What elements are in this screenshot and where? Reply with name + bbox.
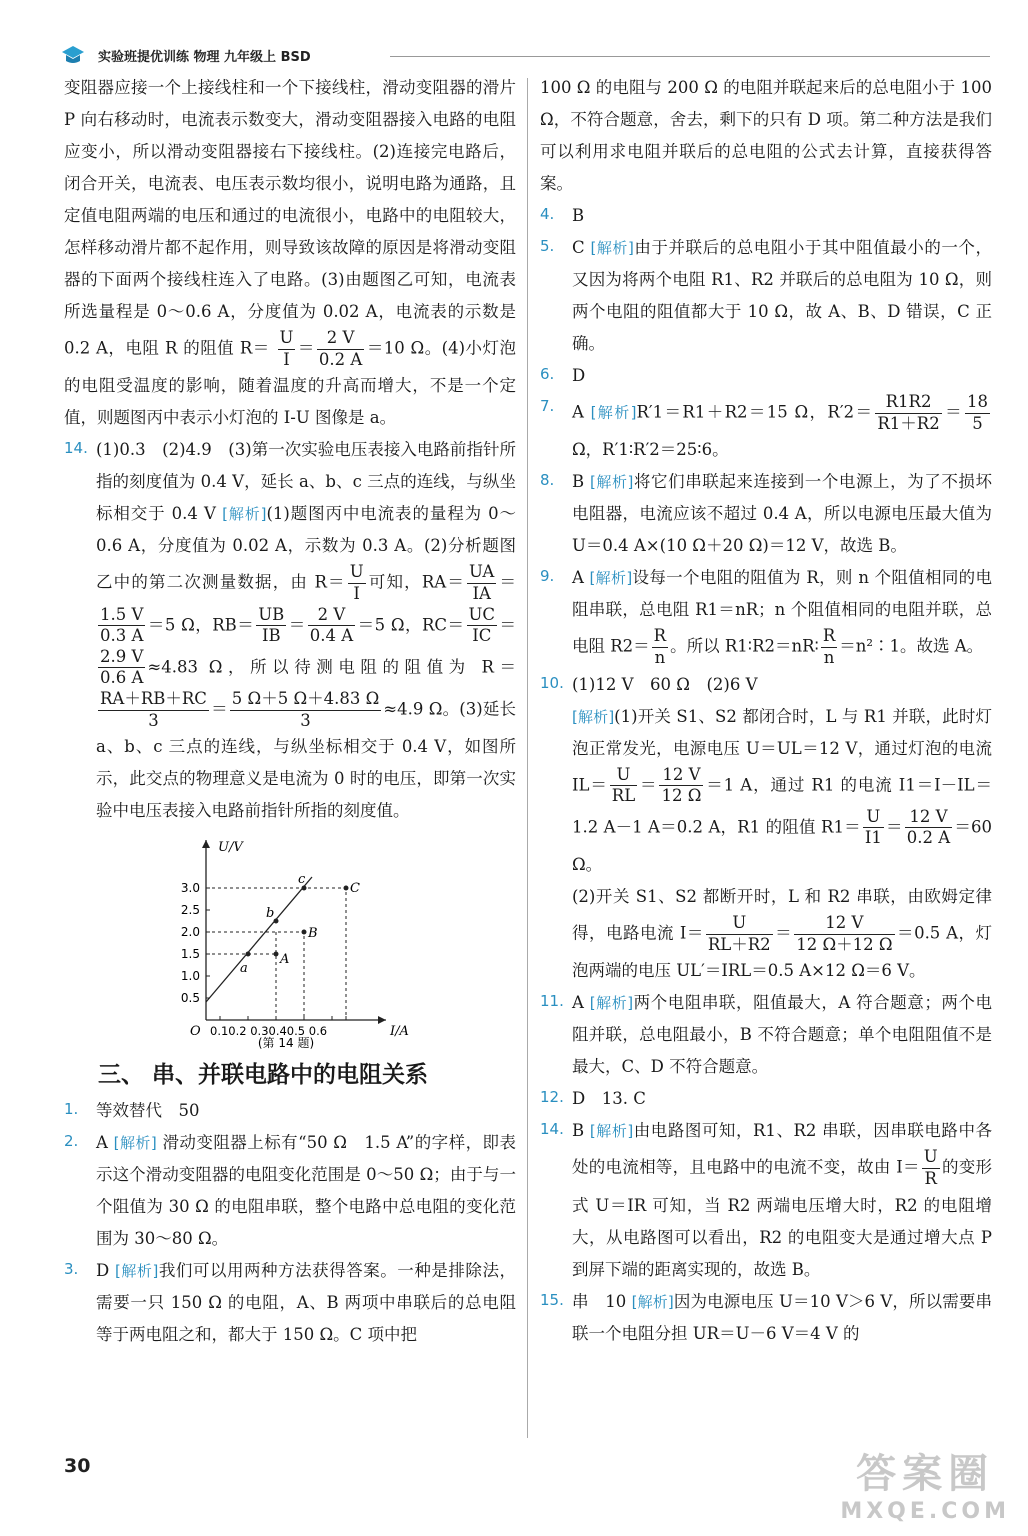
analysis-tag: [解析] xyxy=(222,505,267,524)
iu-line xyxy=(206,877,312,1002)
analysis-tag: [解析] xyxy=(590,239,634,257)
y-tick: 2.0 xyxy=(180,925,200,940)
question-6: 6. D xyxy=(540,365,586,385)
analysis-tag: [解析] xyxy=(572,707,615,726)
point-a xyxy=(246,952,251,957)
question-4: 4. B xyxy=(540,205,585,225)
analysis-tag: [解析] xyxy=(590,403,637,422)
label-b: b xyxy=(266,906,275,922)
right-column xyxy=(540,72,992,1350)
ui-graph-figure xyxy=(146,835,446,1050)
x-axis-label: I/A xyxy=(390,1024,409,1040)
analysis-tag: [解析] xyxy=(589,1122,634,1141)
y-axis-arrow xyxy=(202,840,210,848)
label-a: a xyxy=(240,961,248,977)
watermark-url: MXQE.COM xyxy=(840,1499,1010,1524)
analysis-tag: [解析] xyxy=(589,569,633,588)
question-12-13: 12. D 13. C xyxy=(540,1088,646,1109)
question-14: 14. (1)0.3 (2)4.9 (3)第一次实验电压表接入电路前指针所指的刻度值为 0.4 V，延长 a、b、c 三点的连线，与纵坐标相交于 0.4 V [解析](1)题图丙中电流表的量程为 0～0.6 A，分度值为 0.02 A，示数为 0.3 A。(2)分析题图乙中的第二次测量数据，由 R＝ $\frac{U}{I}$ 可知，RA＝ $\frac{UA}{IA}$ ＝ $\frac{1.5 V}{0.3 A}$ ＝5 Ω，RB＝ $\frac{UB}{IB}$ ＝ $\frac{2 V}{0.4 A}$ ＝5 Ω，RC＝ $\frac{UC}{IC}$ ＝ $\frac{2.9 V}{0.6 A}$ ≈4.83 Ω，所以待测电阻的阻值为 R＝ $\frac{RA+RB+RC}{3}$ ＝ $\frac{5 \Omega+5 \Omega+4.83 \Omega}{3}$ ≈4.9 Ω。(3)延长 a、b、c 三点的连线，与纵坐标相交于 0.4 V，如图所示，此交点的物理意义是电流为 0 时的电压，即第一次实验中电压表接入电路前指针所指的刻度值。 xyxy=(64,434,516,827)
book-logo-icon xyxy=(60,44,86,66)
question-2: 2. A [解析] 滑动变阻器上标有“50 Ω 1.5 A”的字样，即表示这个滑动变阻器的电阻变化范围是 0～50 Ω；由于与一个阻值为 30 Ω 的电阻串联，整个电路中总电阻的变化范围为 30～80 Ω。 xyxy=(64,1132,516,1249)
question-10: 10. (1)12 V 60 Ω (2)6 V [解析](1)开关 S1、S2 都闭合时，L 与 R1 并联，此时灯泡正常发光，电源电压 U＝UL＝12 V，通过灯泡的电流 IL＝ $\frac{U}{RL}$ ＝ $\frac{12 V}{12 \Omega}$ ＝1 A，通过 R1 的电流 I1＝I－IL＝1.2 A－1 A＝0.2 A，R1 的阻值 R1＝ $\frac{U}{I1}$ ＝ $\frac{12 V}{0.2 A}$ ＝60 Ω。 (2)开关 S1、S2 都断开时，L 和 R2 串联，由欧姆定律得，电路电流 I＝ $\frac{U}{RL+R2}$ ＝ $\frac{12 V}{12 \Omega+12 \Omega}$ ＝0.5 A，灯泡两端的电压 UL′＝IRL＝0.5 A×12 Ω＝6 V。 xyxy=(540,673,993,981)
page-header xyxy=(60,42,990,70)
label-B: B xyxy=(308,926,318,942)
analysis-tag: [解析] xyxy=(115,1262,159,1281)
header-title: 实验班提优训练 物理 九年级上 BSD xyxy=(98,50,311,65)
header-rule xyxy=(390,56,990,57)
label-C: C xyxy=(350,881,360,897)
point-A xyxy=(274,952,279,957)
column-divider xyxy=(527,78,528,1438)
question-15: 15. 串 10 [解析]因为电源电压 U＝10 V＞6 V，所以需要串联一个电阻分担 UR＝U－6 V＝4 V 的 xyxy=(540,1290,992,1343)
y-tick: 1.5 xyxy=(180,947,200,962)
analysis-tag: [解析] xyxy=(113,1134,157,1153)
question-3: 3. D [解析]我们可以用两种方法获得答案。一种是排除法，需要一只 150 Ω 的电阻，A、B 两项中串联后的总电阻等于两电阻之和，都大于 150 Ω。C 项中把 xyxy=(64,1260,516,1345)
page-number: 30 xyxy=(64,1455,91,1477)
section-title: 三、 串、并联电路中的电阻关系 xyxy=(98,1062,429,1089)
y-tick: 2.5 xyxy=(180,903,200,918)
x-axis-arrow xyxy=(378,1016,386,1024)
y-tick: 0.5 xyxy=(180,991,200,1006)
origin-label: O xyxy=(190,1024,201,1040)
question-1: 1. 等效替代 50 xyxy=(64,1100,200,1121)
point-C xyxy=(344,886,349,891)
q3-continued: 100 Ω 的电阻与 200 Ω 的电阻并联起来后的总电阻小于 100 Ω，不符合题意，舍去，剩下的只有 D 项。第二种方法是我们可以利用求电阻并联后的总电阻的公式去计算，直接获得答案。 xyxy=(540,78,992,193)
analysis-tag: [解析] xyxy=(589,473,634,492)
question-number: 14. xyxy=(64,439,88,458)
analysis-tag: [解析] xyxy=(631,1292,674,1311)
y-tick: 3.0 xyxy=(180,881,200,896)
y-tick: 1.0 xyxy=(180,969,200,984)
fraction: $\frac{U}{I}$ xyxy=(279,328,294,369)
x-ticks: 0.10.2 0.30.40.5 0.6 xyxy=(210,1024,328,1039)
fraction: $\frac{2 V}{0.2 A}$ xyxy=(318,328,363,369)
question-11: 11. A [解析]两个电阻串联，阻值最大，A 符合题意；两个电阻并联，总电阻最小，B 不符合题意；单个电阻阻值不是最大，C、D 不符合题意。 xyxy=(540,992,992,1077)
point-B xyxy=(302,930,307,935)
label-A: A xyxy=(280,952,290,968)
figure-caption: (第 14 题) xyxy=(257,1036,315,1051)
analysis-tag: [解析] xyxy=(589,994,634,1013)
question-9: 9. A [解析]设每一个电阻的阻值为 R，则 n 个阻值相同的电阻串联，总电阻 R1＝nR；n 个阻值相同的电阻并联，总电阻 R2＝ $\frac{R}{n}$ 。所以 R1∶R2＝nR∶ $\frac{R}{n}$ ＝n²∶1。故选 A。 xyxy=(540,567,992,667)
label-c: c xyxy=(298,872,306,888)
question-14-right: 14. B [解析]由电路图可知，R1、R2 串联，因串联电路中各处的电流相等，且电路中的电流不变，故由 I＝ $\frac{U}{R}$ 的变形式 U＝IR 可知，当 R2 两端电压增大时，R2 的电阻增大，从电路图可以看出，R2 的电阻变大是通过增大点 P 到屏下端的距离实现的，故选 B。 xyxy=(540,1120,993,1279)
question-5: 5. C [解析]由于并联后的总电阻小于其中阻值最小的一个，又因为将两个电阻 R1、R2 并联后的总电阻为 10 Ω，则两个电阻的阻值都大于 10 Ω，故 A、B、D 错误，C 正确。 xyxy=(540,237,992,353)
y-axis-label: U/V xyxy=(218,840,243,856)
watermark xyxy=(840,1442,1010,1524)
watermark-title: 答案圈 xyxy=(856,1451,995,1497)
question-8: 8. B [解析]将它们串联起来连接到一个电源上，为了不损坏电阻器，电流应该不超过 0.4 A，所以电源电压最大值为 U＝0.4 A×(10 Ω＋20 Ω)＝12 V，故选 B。 xyxy=(540,471,992,556)
question-7: 7. A [解析]R′1＝R1＋R2＝15 Ω，R′2＝ $\frac{R1R2}{R1+R2}$ ＝ $\frac{18}{5}$ Ω，R′1∶R′2＝25∶6。 xyxy=(540,392,988,460)
q13-continued: 变阻器应接一个上接线柱和一个下接线柱，滑动变阻器的滑片 P 向右移动时，电流表示数变大，滑动变阻器接入电路的电阻应变小，所以滑动变阻器接右下接线柱。(2)连接完电路后，闭合开关，电流表、电压表示数均很小，说明电路为通路，且定值电阻两端的电压和通过的电流很小，电路中的电阻较大，怎样移动滑片都不起作用，则导致该故障的原因是将滑动变阻器的下面两个接线柱连入了电路。(3)由题图乙可知，电流表所选量程是 0～0.6 A，分度值为 0.02 A，电流表的示数是 0.2 A，电阻 R 的阻值 R＝ $\frac{U}{I}$ ＝ $\frac{2 V}{0.2 A}$ ＝10 Ω。(4)小灯泡的电阻受温度的影响，随着温度的升高而增大，不是一个定值，则题图丙中表示小灯泡的 I-U 图像是 a。 xyxy=(64,78,517,428)
left-column xyxy=(64,72,516,1351)
ui-graph xyxy=(146,835,446,1050)
